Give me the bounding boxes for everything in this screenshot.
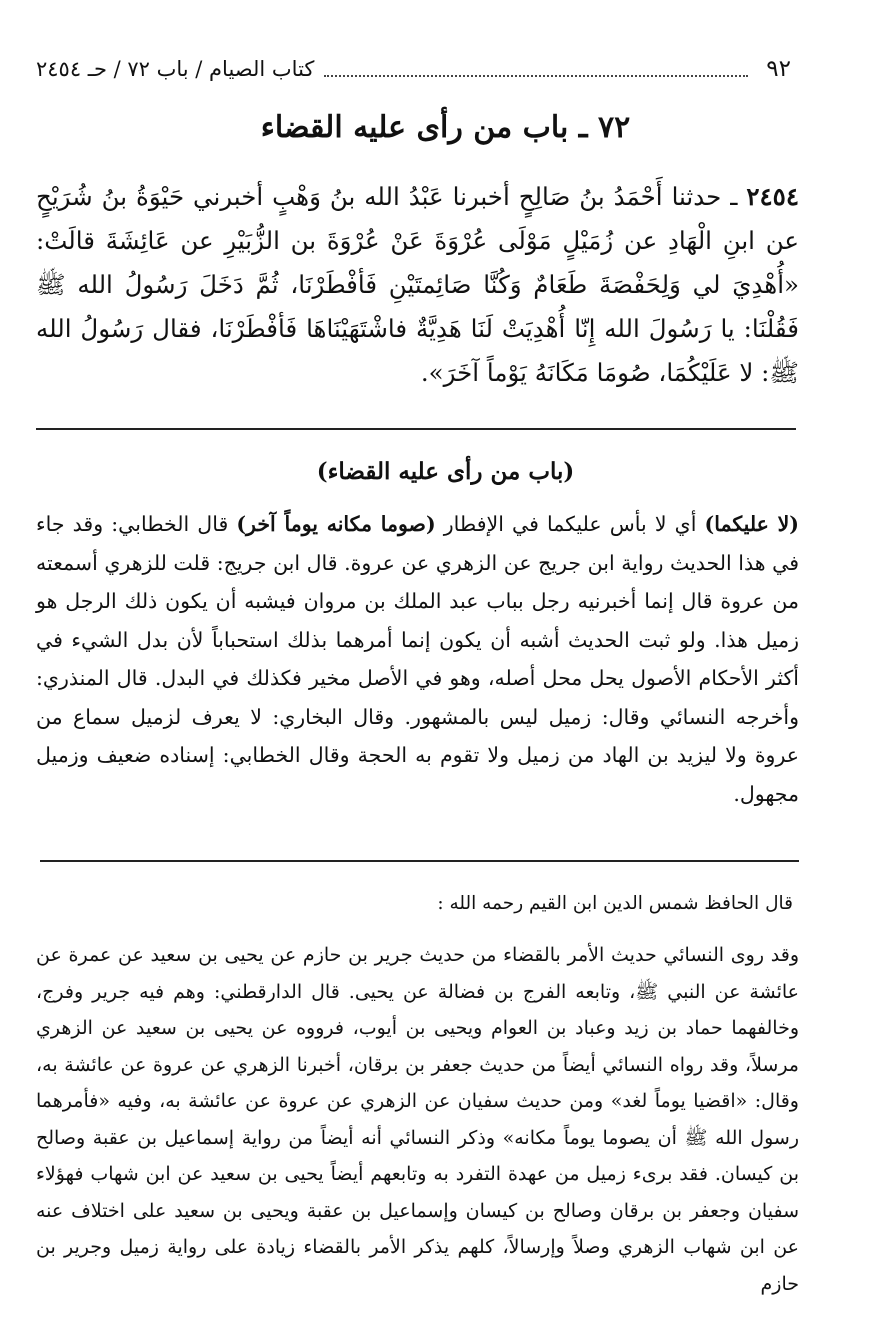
commentary-body-2: قال الخطابي: وقد جاء في هذا الحديث رواية ابن جريج عن الزهري عن عروة. قال ابن جريج: قلت للزهري أسمعته من عروة قال إنما أخبرنيه رجل بباب عبد الملك بن مروان فيشبه أن يكون ذلك الرجل هو زميل هذا. ولو ثبت الحديث أشبه أن يكون إنما أمرهما بذلك استحباباً لأن بدل الشيء في أكثر الأحكام الأصول يحل محل أصله، وهو في الأصل مخير فكذلك في البدل. قال المنذري: وأخرجه النسائي وقال: زميل ليس بالمشهور. وقال البخاري: لا يعرف لزميل سماع من عروة ولا ليزيد بن الهاد من زميل ولا تقوم به الحجة وقال الخطابي: إسناده ضعيف وزميل مجهول. bbox=[36, 512, 799, 806]
hadith-number: ٢٤٥٤ bbox=[746, 182, 799, 211]
chapter-title: ٧٢ ـ باب من رأى عليه القضاء bbox=[260, 110, 631, 145]
ibn-qayyim-heading: قال الحافظ شمس الدين ابن القيم رحمه الله : bbox=[437, 893, 793, 914]
running-header bbox=[36, 52, 791, 86]
ibn-qayyim-text: وقد روى النسائي حديث الأمر بالقضاء من حديث جرير بن حازم عن يحيى بن سعيد عن عمرة عن عائشة عن النبي ﷺ، وتابعه الفرج بن فضالة عن يحيى. قال الدارقطني: وهم فيه جرير وفرج، وخالفهما حماد بن زيد وعباد بن العوام ويحيى بن أيوب، فرووه عن يحيى بن سعيد عن الزهري مرسلاً، وقد رواه النسائي أيضاً من حديث جعفر بن برقان، أخبرنا الزهري عن عروة عن عائشة به، وقال: «اقضيا يوماً لغد» ومن حديث سفيان عن الزهري عن عروة عن عائشة به، وفيه «فأمرهما رسول الله ﷺ أن يصوما يوماً مكانه» وذكر النسائي أنه أيضاً من رواية إسماعيل بن عقبة وصالح بن كيسان. فقد برىء زميل من عهدة التفرد به وتابعهم أيضاً يحيى بن سعيد عن ابن شهاب فهؤلاء سفيان وجعفر بن برقان وصالح بن كيسان وإسماعيل بن عقبة ويحيى بن سعيد على اختلاف عنه عن ابن شهاب الزهري وصلاً وإرسالاً، كلهم يذكر الأمر بالقضاء زيادة على رواية زميل وجرير بن حازم bbox=[36, 944, 799, 1295]
header-leader-dots bbox=[324, 61, 748, 77]
page-number: ٩٢ bbox=[766, 56, 791, 82]
commentary-text bbox=[36, 505, 799, 813]
commentary-lemma-1: (لا عليكما) bbox=[704, 512, 799, 536]
commentary-title: (باب من رأى عليه القضاء) bbox=[316, 458, 575, 485]
book-chapter-reference: كتاب الصيام / باب ٧٢ / حـ ٢٤٥٤ bbox=[36, 57, 315, 81]
divider-line bbox=[36, 428, 796, 430]
commentary-body-1: أي لا بأس عليكما في الإفطار bbox=[435, 512, 705, 536]
hadith-body: ـ حدثنا أَحْمَدُ بنُ صَالِحٍ أخبرنا عَبْدُ الله بنُ وَهْبٍ أخبرني حَيْوَةُ بنُ شُرَيْحٍ عن ابنِ الْهَادِ عن زُمَيْلٍ مَوْلَى عُرْوَةَ عَنْ عُرْوَةَ بن الزُّبَيْرِ عن عَائِشَةَ قالَتْ: «أُهْدِيَ لي وَلِحَفْصَةَ طَعَامٌ وَكُنَّا صَائِمتَيْنِ فَأفْطَرْنَا، ثُمَّ دَخَلَ رَسُولُ الله ﷺ فَقُلْنَا: يا رَسُولَ الله إِنّا أُهْدِيَتْ لَنَا هَدِيَّةٌ فاشْتَهَيْنَاهَا فَأفْطَرْنَا، فقال رَسُولُ الله ﷺ: لا عَلَيْكُمَا، صُومَا مَكَانَهُ يَوْماً آخَرَ». bbox=[36, 182, 799, 387]
hadith-text bbox=[36, 175, 799, 395]
divider-line bbox=[40, 860, 799, 862]
commentary-lemma-2: (صوما مكانه يوماً آخر) bbox=[236, 512, 436, 536]
